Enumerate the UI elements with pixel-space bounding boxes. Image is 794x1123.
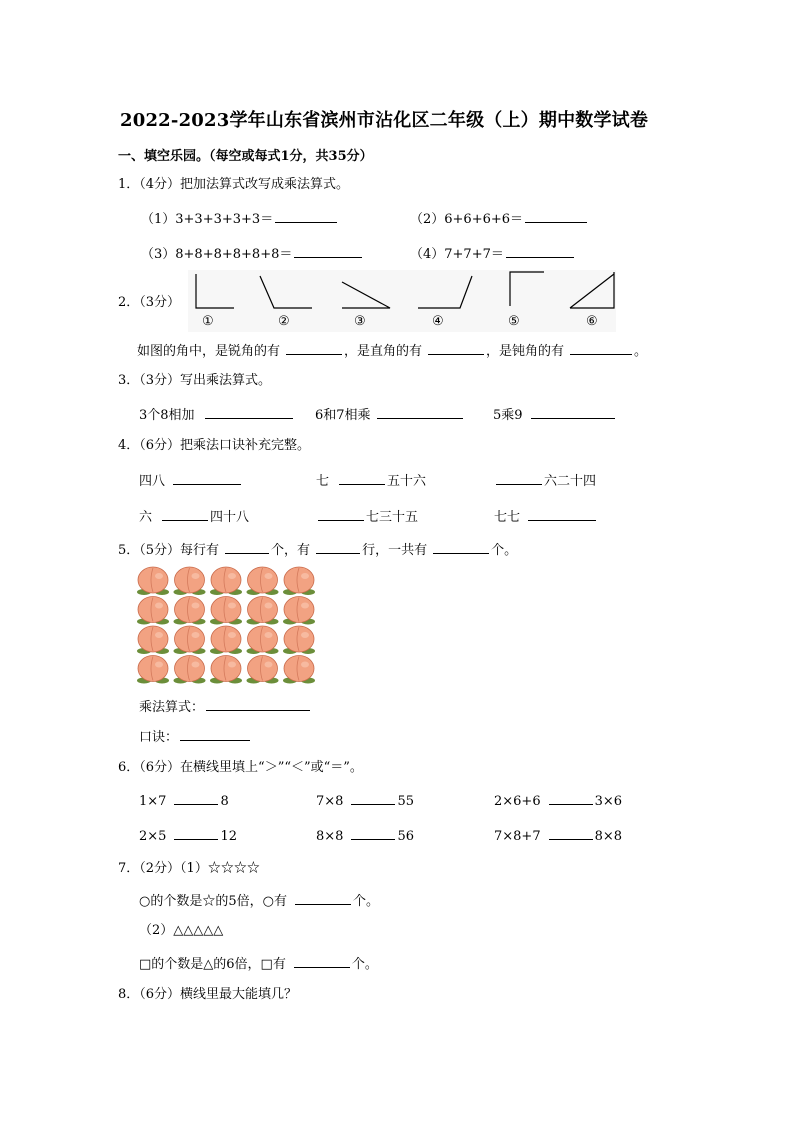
answer-blank[interactable]: [528, 508, 596, 521]
answer-blank[interactable]: [206, 698, 310, 711]
q4-r1-1: 四八: [139, 472, 243, 490]
q7-line2: □的个数是△的6倍，□有 个。: [139, 957, 378, 972]
peach-icon: [137, 597, 169, 625]
peach-icon: [210, 656, 242, 684]
q7-stem: 7．（2分）（1）☆☆☆☆: [118, 861, 260, 876]
q2-number: 2．（3分）: [118, 295, 181, 310]
peach-icon: [283, 626, 315, 654]
answer-blank[interactable]: [339, 472, 385, 485]
answer-blank[interactable]: [173, 472, 241, 485]
answer-blank[interactable]: [286, 342, 342, 355]
answer-blank[interactable]: [531, 406, 615, 419]
peach-icon: [283, 656, 315, 684]
answer-blank[interactable]: [351, 827, 395, 840]
answer-blank[interactable]: [174, 792, 218, 805]
q4-r2-3: 七七: [494, 508, 598, 526]
peach-icon: [283, 567, 315, 595]
angle-label-4: ④: [432, 314, 444, 329]
q3-item-2: 6和7相乘: [315, 406, 465, 424]
answer-blank[interactable]: [377, 406, 463, 419]
page-title: 2022-2023学年山东省滨州市沾化区二年级（上）期中数学试卷: [120, 110, 649, 131]
peaches-picture: [136, 565, 320, 687]
answer-blank[interactable]: [174, 827, 218, 840]
q6-r1-1: 1×7 8: [139, 794, 229, 809]
answer-blank[interactable]: [525, 210, 587, 223]
q4-r2-1: 六 四十八: [139, 510, 250, 525]
answer-blank[interactable]: [294, 955, 350, 968]
peach-icon: [137, 567, 169, 595]
peach-icon: [137, 656, 169, 684]
answer-blank[interactable]: [205, 406, 293, 419]
peach-icon: [174, 597, 206, 625]
q6-r2-3: 7×8+7 8×8: [494, 829, 623, 844]
angle-1: [196, 274, 234, 308]
answer-blank[interactable]: [318, 508, 364, 521]
answer-blank[interactable]: [496, 472, 542, 485]
q1-item-1: （1）3+3+3+3+3＝: [141, 210, 339, 228]
peach-icon: [247, 567, 279, 595]
q6-r1-2: 7×8 55: [316, 794, 414, 809]
answer-blank[interactable]: [295, 892, 351, 905]
angle-3: [342, 282, 390, 308]
answer-blank[interactable]: [433, 541, 489, 554]
answer-blank[interactable]: [549, 792, 593, 805]
q5-formula: 乘法算式：: [139, 698, 312, 716]
q1-item-4: （4）7+7+7＝: [410, 245, 576, 263]
peach-icon: [174, 656, 206, 684]
q1-item-3: （3）8+8+8+8+8+8＝: [141, 245, 364, 263]
q3-stem: 3．（3分）写出乘法算式。: [118, 373, 272, 388]
angle-label-1: ①: [202, 314, 214, 329]
q7-part2: （2）△△△△△: [139, 923, 224, 938]
peach-icon: [247, 656, 279, 684]
peach-icon: [247, 597, 279, 625]
q8-stem: 8．（6分）横线里最大能填几？: [118, 987, 298, 1002]
q5-rhyme: 口诀：: [139, 728, 252, 746]
q4-r2-2: 七三十五: [316, 508, 418, 526]
angle-label-2: ②: [278, 314, 290, 329]
peach-icon: [174, 567, 206, 595]
peach-icon: [247, 626, 279, 654]
q3-item-1: 3个8相加: [139, 406, 295, 424]
section-heading: 一、填空乐园。（每空或每式1分，共35分）: [118, 149, 373, 164]
answer-blank[interactable]: [294, 245, 362, 258]
peach-icon: [137, 626, 169, 654]
angle-label-3: ③: [354, 314, 366, 329]
q1-stem: 1．（4分）把加法算式改写成乘法算式。: [118, 177, 350, 192]
peach-icon: [210, 567, 242, 595]
answer-blank[interactable]: [316, 541, 360, 554]
angle-2: [260, 276, 312, 308]
q5-stem: 5．（5分）每行有 个，有 行，一共有 个。: [118, 543, 518, 558]
angles-figure: [188, 270, 616, 332]
q3-item-3: 5乘9: [493, 406, 617, 424]
q4-r1-3: 六二十四: [494, 472, 596, 490]
peach-icon: [174, 626, 206, 654]
q6-r1-3: 2×6+6 3×6: [494, 794, 623, 809]
answer-blank[interactable]: [428, 342, 484, 355]
angle-label-6: ⑥: [586, 314, 598, 329]
peach-icon: [283, 597, 315, 625]
q7-line1: ○的个数是☆的5倍，○有 个。: [139, 894, 379, 909]
answer-blank[interactable]: [225, 541, 269, 554]
answer-blank[interactable]: [180, 728, 250, 741]
q6-stem: 6．（6分）在横线里填上“＞”“＜”或“＝”。: [118, 760, 363, 775]
q4-stem: 4．（6分）把乘法口诀补充完整。: [118, 438, 311, 453]
answer-blank[interactable]: [506, 245, 574, 258]
answer-blank[interactable]: [570, 342, 632, 355]
q6-r2-2: 8×8 56: [316, 829, 414, 844]
peach-icon: [210, 597, 242, 625]
q4-r1-2: 七 五十六: [316, 474, 427, 489]
angle-4: [418, 276, 472, 308]
answer-blank[interactable]: [162, 508, 208, 521]
angle-label-5: ⑤: [508, 314, 520, 329]
answer-blank[interactable]: [351, 792, 395, 805]
answer-blank[interactable]: [275, 210, 337, 223]
peach-icon: [210, 626, 242, 654]
q2-text: 如图的角中，是锐角的有 ，是直角的有 ，是钝角的有 。: [137, 344, 648, 359]
q1-item-2: （2）6+6+6+6＝: [410, 210, 589, 228]
answer-blank[interactable]: [549, 827, 593, 840]
q6-r2-1: 2×5 12: [139, 829, 237, 844]
angle-5: [510, 272, 544, 306]
